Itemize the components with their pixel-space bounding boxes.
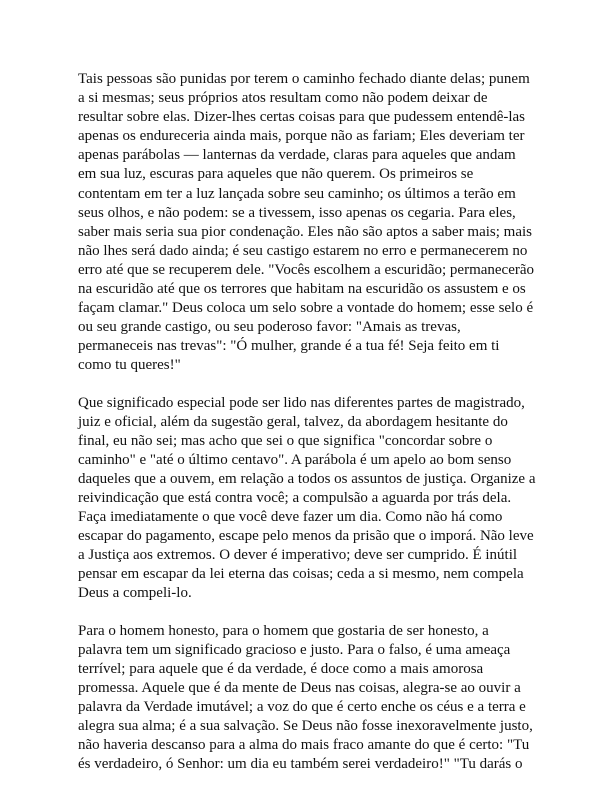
text-line: Tais pessoas são punidas por terem o caminho fechado diante delas; punem xyxy=(78,71,530,87)
text-line: pensar em escapar da lei eterna das coisas; ceda a si mesmo, nem compela xyxy=(78,566,524,583)
text-line: em sua luz, escuras para aqueles que não querem. Os primeiros se xyxy=(78,166,474,183)
text-line: como tu queres!" xyxy=(78,357,181,374)
paragraph-2 xyxy=(78,394,538,604)
text-line: juiz e oficial, além da sugestão geral, talvez, da abordagem hesitante do xyxy=(78,413,508,430)
text-line: permaneceis nas trevas": "Ó mulher, grande é a tua fé! Seja feito em ti xyxy=(78,338,500,355)
text-line: palavra tem um significado gracioso e justo. Para o falso, é uma ameaça xyxy=(78,641,511,658)
text-line: promessa. Aquele que é da mente de Deus nas coisas, alegra-se ao ouvir a xyxy=(78,679,521,696)
text-line: não haveria descanso para a alma do mais fraco amante do que é certo: "Tu xyxy=(78,737,530,754)
text-line: final, eu não sei; mas acho que sei o que significa "concordar sobre o xyxy=(78,432,493,449)
paragraph-3 xyxy=(78,622,538,775)
text-line: apenas os endureceria ainda mais, porque não as fariam; Eles deveriam ter xyxy=(78,128,525,145)
text-line: contentam em ter a luz lançada sobre seu caminho; os últimos a terão em xyxy=(78,185,516,202)
text-line: façam clamar." Deus coloca um selo sobre a vontade do homem; esse selo é xyxy=(78,300,534,317)
text-line: és verdadeiro, ó Senhor: um dia eu também serei verdadeiro!" "Tu darás o xyxy=(78,756,523,773)
text-line: ou seu grande castigo, ou seu poderoso favor: "Amais as trevas, xyxy=(78,319,461,336)
text-line: Deus a compeli-lo. xyxy=(78,585,192,602)
text-line: terrível; para aquele que é da verdade, é doce como a mais amorosa xyxy=(78,660,484,677)
text-line: não lhes será dado ainda; é seu castigo estarem no erro e permanecerem no xyxy=(78,242,528,259)
text-line: Que significado especial pode ser lido nas diferentes partes de magistrado, xyxy=(78,394,525,411)
text-line: a si mesmas; seus próprios atos resultam como não podem deixar de xyxy=(78,90,488,107)
text-line: Para o homem honesto, para o homem que gostaria de ser honesto, a xyxy=(78,622,489,639)
text-line: daqueles que a ouvem, em relação a todos os assuntos de justiça. Organize a xyxy=(78,470,536,487)
text-line: seus olhos, e não podem: se a tivessem, isso apenas os cegaria. Para eles, xyxy=(78,204,516,221)
text-line: palavra da Verdade imutável; a voz do que é certo enche os céus e a terra e xyxy=(78,698,526,715)
text-line: escapar do pagamento, escape pelo menos da prisão que o imporá. Não leve xyxy=(78,528,534,545)
text-line: alegra sua alma; é a sua salvação. Se Deus não fosse inexoravelmente justo, xyxy=(78,718,533,734)
text-line: reivindicação que está contra você; a compulsão a aguarda por trás dela. xyxy=(78,489,512,506)
text-line: saber mais seria sua pior condenação. Eles não são aptos a saber mais; mais xyxy=(78,223,533,240)
text-line: a Justiça aos extremos. O dever é imperativo; deve ser cumprido. É inútil xyxy=(78,547,518,564)
text-line: apenas parábolas — lanternas da verdade, claras para aqueles que andam xyxy=(78,147,516,164)
text-line: erro até que se recuperem dele. "Vocês escolhem a escuridão; permanecerão xyxy=(78,261,535,278)
document-page xyxy=(78,70,538,792)
text-line: Faça imediatamente o que você deve fazer um dia. Como não há como xyxy=(78,509,503,526)
text-line: caminho" e "até o último centavo". A parábola é um apelo ao bom senso xyxy=(78,451,512,468)
text-line: na escuridão até que os terrores que habitam na escuridão os assustem e os xyxy=(78,281,526,298)
text-line: resultar sobre elas. Dizer-lhes certas coisas para que pudessem entendê-las xyxy=(78,109,526,126)
paragraph-1 xyxy=(78,70,538,376)
